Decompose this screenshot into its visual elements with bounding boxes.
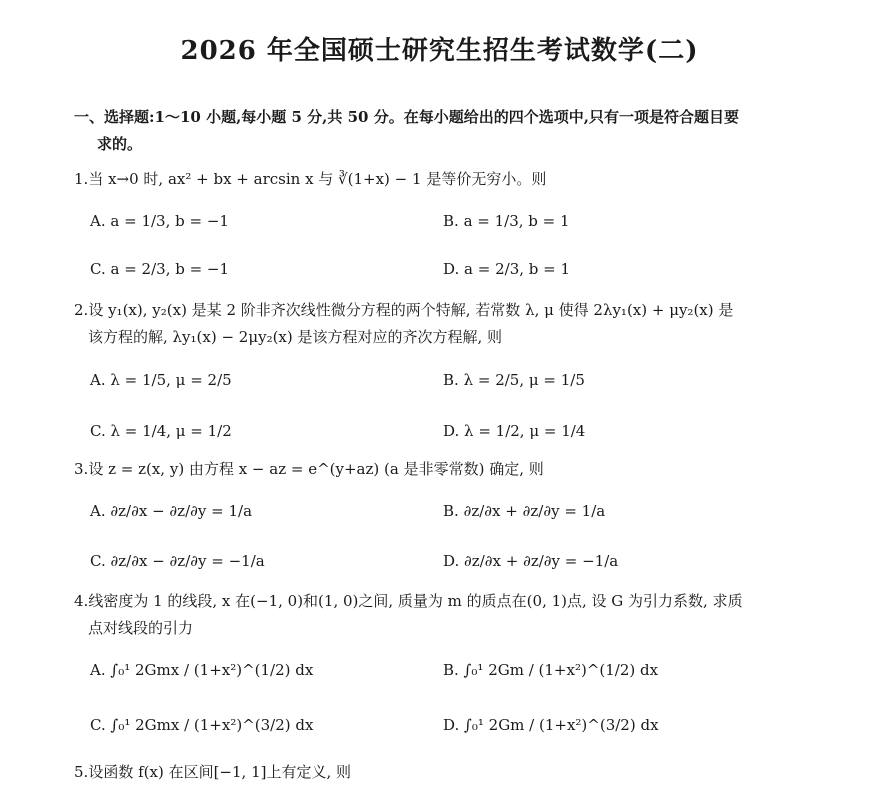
q4-option-c[interactable]: C. ∫₀¹ 2Gmx / (1+x²)^(3/2) dx (90, 716, 314, 734)
q1-stem-text: 当 x→0 时, ax² + bx + arcsin x 与 ∛(1+x) − 1 是等价无穷小。则 (88, 170, 547, 188)
page-title: 2026 年全国硕士研究生招生考试数学(二) (180, 36, 699, 66)
q3-stem-text: 设 z = z(x, y) 由方程 x − az = e^(y+az) (a 是非零常数) 确定, 则 (88, 460, 544, 478)
q3-number: 3. (74, 460, 89, 478)
question-3-stem (74, 459, 544, 479)
q2-stem-line2: 该方程的解, λy₁(x) − 2μy₂(x) 是该方程对应的齐次方程解, 则 (88, 328, 503, 346)
q1-option-d[interactable]: D. a = 2/3, b = 1 (443, 260, 571, 278)
q2-option-a[interactable]: A. λ = 1/5, μ = 2/5 (90, 371, 232, 389)
q4-number: 4. (74, 592, 89, 610)
q3-option-c[interactable]: C. ∂z/∂x − ∂z/∂y = −1/a (90, 552, 265, 570)
q4-option-a[interactable]: A. ∫₀¹ 2Gmx / (1+x²)^(1/2) dx (90, 661, 314, 679)
q4-stem-line2: 点对线段的引力 (88, 619, 194, 637)
q1-option-c[interactable]: C. a = 2/3, b = −1 (90, 260, 230, 278)
question-2-stem (74, 300, 733, 320)
q3-option-d[interactable]: D. ∂z/∂x + ∂z/∂y = −1/a (443, 552, 619, 570)
q4-option-b[interactable]: B. ∫₀¹ 2Gm / (1+x²)^(1/2) dx (443, 661, 659, 679)
q2-option-d[interactable]: D. λ = 1/2, μ = 1/4 (443, 422, 586, 440)
q1-number: 1. (74, 170, 89, 188)
q5-number: 5. (74, 763, 89, 781)
q4-stem-line1: 线密度为 1 的线段, x 在(−1, 0)和(1, 0)之间, 质量为 m 的质点在(0, 1)点, 设 G 为引力系数, 求质 (88, 592, 743, 610)
q1-option-b[interactable]: B. a = 1/3, b = 1 (443, 212, 570, 230)
q1-option-a[interactable]: A. a = 1/3, b = −1 (90, 212, 229, 230)
q2-option-c[interactable]: C. λ = 1/4, μ = 1/2 (90, 422, 232, 440)
q4-option-d[interactable]: D. ∫₀¹ 2Gm / (1+x²)^(3/2) dx (443, 716, 659, 734)
question-1-stem (74, 169, 546, 189)
q3-option-b[interactable]: B. ∂z/∂x + ∂z/∂y = 1/a (443, 502, 606, 520)
section-heading-cont: 求的。 (97, 135, 143, 153)
q5-stem-text: 设函数 f(x) 在区间[−1, 1]上有定义, 则 (88, 763, 351, 781)
q2-stem-line1: 设 y₁(x), y₂(x) 是某 2 阶非齐次线性微分方程的两个特解, 若常数 λ, μ 使得 2λy₁(x) + μy₂(x) 是 (88, 301, 734, 319)
question-4-stem (74, 591, 743, 611)
question-5-stem (74, 762, 351, 782)
section-heading: 一、选择题:1～10 小题,每小题 5 分,共 50 分。在每小题给出的四个选项中,只有一项是符合题目要 (74, 108, 739, 126)
q2-number: 2. (74, 301, 89, 319)
q2-option-b[interactable]: B. λ = 2/5, μ = 1/5 (443, 371, 585, 389)
q3-option-a[interactable]: A. ∂z/∂x − ∂z/∂y = 1/a (90, 502, 253, 520)
